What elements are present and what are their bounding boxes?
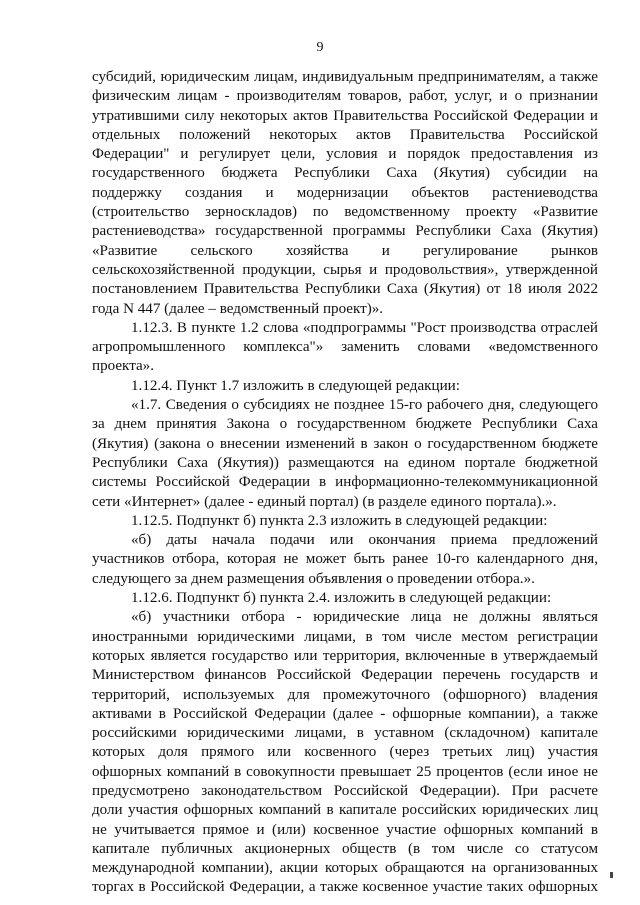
text-line: предусмотрено законодательством Российской Федерации). При расчете [92, 782, 598, 799]
text-line: российскими юридическими лицами, в уставном (складочном) капитале [92, 725, 598, 742]
text-line: «1.7. Сведения о субсидиях не позднее 15-го рабочего дня, следующего [131, 397, 598, 414]
text-line: «Развитие сельского хозяйства и регулирование рынков [92, 242, 598, 259]
text-line: постановлением Правительства Республики Саха (Якутия) от 18 июля 2022 [92, 281, 598, 298]
text-line: участников отбора, которая не может быть ранее 10-го календарного дня, [92, 551, 598, 568]
text-line: года N 447 (далее – ведомственный проект)». [92, 300, 384, 317]
text-line: Министерством финансов Российской Федерации перечень государств и [92, 667, 598, 684]
text-line: активами в Российской Федерации (далее - офшорные компании), а также [92, 705, 598, 722]
text-line: физическим лицам - производителям товаров, работ, услуг, и о признании [92, 88, 598, 105]
text-line: сети «Интернет» (далее - единый портал) (в разделе единого портала).». [92, 493, 557, 510]
text-line: капитале публичных акционерных обществ (в том числе со статусом [92, 840, 598, 857]
text-line: растениеводства» государственной программы Республики Саха (Якутия) [92, 223, 598, 240]
text-line: 1.12.3. В пункте 1.2 слова «подпрограммы "Рост производства отраслей [131, 319, 598, 336]
text-line: утратившими силу некоторых актов Правительства Российской Федерации и [92, 107, 598, 124]
text-line: поддержку создания и модернизации объектов растениеводства [92, 184, 598, 201]
text-line: (строительство зерноскладов) по ведомственному проекту «Развитие [92, 204, 598, 221]
text-line: которых доля прямого или косвенного (через третьих лиц) участия [92, 744, 598, 761]
text-line: иностранными юридическими лицами, в том числе местом регистрации [92, 628, 598, 645]
text-line: агропромышленного комплекса"» заменить словами «ведомственного [92, 339, 598, 356]
text-line: следующего за днем размещения объявления о проведении отбора.». [92, 570, 535, 587]
text-line: «б) даты начала подачи или окончания приема предложений [131, 532, 598, 549]
text-line: (Якутия) (закона о внесении изменений в закон о государственном бюджете [92, 435, 598, 452]
text-line: субсидий, юридическим лицам, индивидуальным предпринимателям, а также [92, 69, 598, 85]
text-line: сельскохозяйственной продукции, сырья и продовольствия», утвержденной [92, 261, 598, 278]
body-text [92, 68, 598, 898]
text-line: проекта». [92, 358, 154, 375]
text-line: государственного бюджета Республики Саха (Якутия) субсидии на [92, 165, 598, 182]
text-line: которых является государство или территория, включенные в утверждаемый [92, 647, 598, 664]
text-line: за днем принятия Закона о государственном бюджете Республики Саха [92, 416, 598, 433]
text-line: Республики Саха (Якутия)) размещаются на едином портале бюджетной [92, 454, 598, 471]
text-line: Федерации" и регулирует цели, условия и порядок предоставления из [92, 146, 598, 163]
text-line: «б) участники отбора - юридические лица не должны являться [131, 609, 598, 626]
text-line: территорий, используемых для промежуточного (офшорного) владения [92, 686, 598, 703]
text-line: 1.12.6. Подпункт б) пункта 2.4. изложить в следующей редакции: [131, 590, 552, 607]
text-line: не учитывается прямое и (или) косвенное участие офшорных компаний в [92, 821, 598, 838]
text-line: 1.12.5. Подпункт б) пункта 2.3 изложить в следующей редакции: [131, 512, 548, 529]
text-line: торгах в Российской Федерации, а также косвенное участие таких офшорных [92, 879, 598, 896]
text-line: отдельных положений некоторых актов Правительства Российской [92, 126, 598, 143]
text-line: офшорных компаний в совокупности превышает 25 процентов (если иное не [92, 763, 598, 780]
text-line: доли участия офшорных компаний в капитале российских юридических лиц [92, 802, 598, 819]
text-line: 1.12.4. Пункт 1.7 изложить в следующей редакции: [131, 377, 460, 394]
page-number: 9 [316, 40, 324, 55]
scan-artifact [610, 872, 613, 878]
text-line: системы Российской Федерации в информационно-телекоммуникационной [92, 474, 598, 491]
text-line: международной компании), акции которых обращаются на организованных [92, 860, 598, 877]
